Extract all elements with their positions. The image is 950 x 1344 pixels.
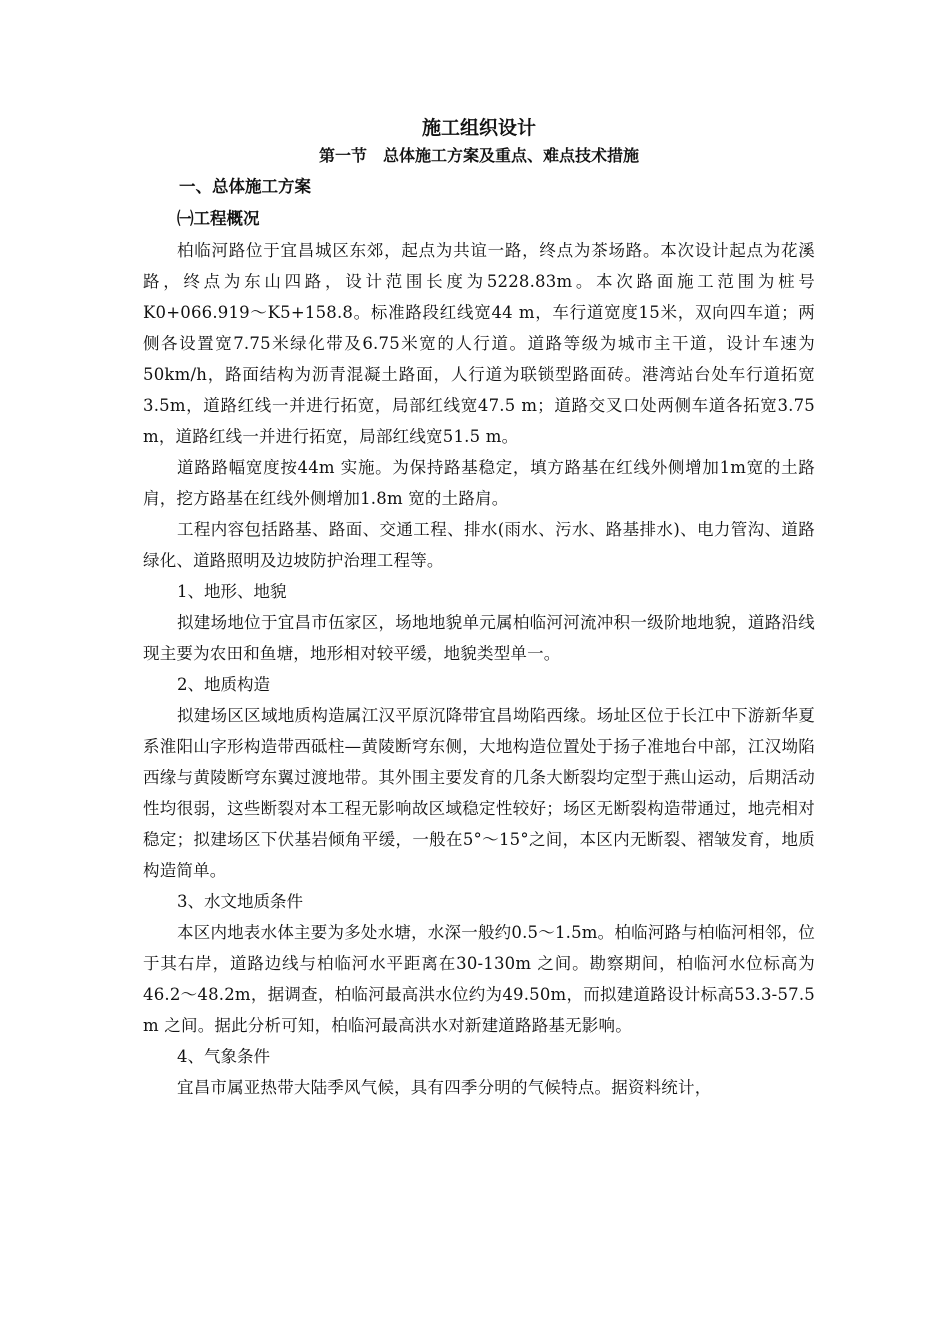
overview-paragraph-2: 道路路幅宽度按44m 实施。为保持路基稳定，填方路基在红线外侧增加1m宽的土路肩，挖方路基在红线外侧增加1.8m 宽的土路肩。 (143, 458, 815, 508)
document-body (143, 113, 815, 1103)
hydrology-paragraph: 本区内地表水体主要为多处水塘，水深一般约0.5～1.5m。柏临河路与柏临河相邻，位于其右岸，道路边线与柏临河水平距离在30-130m 之间。勘察期间，柏临河水位标高为46.2～48.2m，据调查，柏临河最高洪水位约为49.50m，而拟建道路设计标高53.3-57.5 m 之间。据此分析可知，柏临河最高洪水对新建道路路基无影响。 (143, 923, 815, 1035)
geology-heading: 2、地质构造 (177, 675, 270, 694)
climate-heading: 4、气象条件 (177, 1047, 270, 1066)
geology-paragraph: 拟建场区区域地质构造属江汉平原沉降带宜昌坳陷西缘。场址区位于长江中下游新华夏系淮阳山字形构造带西砥柱—黄陵断穹东侧，大地构造位置处于扬子准地台中部，江汉坳陷西缘与黄陵断穹东翼过渡地带。其外围主要发育的几条大断裂均定型于燕山运动，后期活动性均很弱，这些断裂对本工程无影响故区域稳定性较好；场区无断裂构造带通过，地壳相对稳定；拟建场区下伏基岩倾角平缓，一般在5°～15°之间，本区内无断裂、褶皱发育，地质构造简单。 (143, 706, 815, 880)
overview-paragraph-1: 柏临河路位于宜昌城区东郊，起点为共谊一路，终点为茶场路。本次设计起点为花溪路，终点为东山四路，设计范围长度为5228.83m。本次路面施工范围为桩号K0+066.919～K5+158.8。标准路段红线宽44 m，车行道宽度15米，双向四车道；两侧各设置宽7.75米绿化带及6.75米宽的人行道。道路等级为城市主干道，设计车速为50km/h，路面结构为沥青混凝土路面，人行道为联锁型路面砖。港湾站台处车行道拓宽3.5m，道路红线一并进行拓宽，局部红线宽47.5 m；道路交叉口处两侧车道各拓宽3.75 m，道路红线一并进行拓宽，局部红线宽51.5 m。 (143, 241, 815, 446)
overview-paragraph-3: 工程内容包括路基、路面、交通工程、排水(雨水、污水、路基排水)、电力管沟、道路绿化、道路照明及边坡防护治理工程等。 (143, 520, 815, 570)
heading-project-overview: ㈠工程概况 (177, 209, 260, 228)
section-title: 第一节 总体施工方案及重点、难点技术措施 (318, 146, 639, 165)
terrain-paragraph: 拟建场地位于宜昌市伍家区，场地地貌单元属柏临河河流冲积一级阶地地貌，道路沿线现主要为农田和鱼塘，地形相对较平缓，地貌类型单一。 (143, 613, 815, 663)
heading-overall-plan: 一、总体施工方案 (179, 177, 311, 196)
document-title: 施工组织设计 (421, 117, 536, 139)
climate-paragraph: 宜昌市属亚热带大陆季风气候，具有四季分明的气候特点。据资料统计， (177, 1078, 712, 1097)
hydrology-heading: 3、水文地质条件 (177, 892, 303, 911)
terrain-heading: 1、地形、地貌 (177, 582, 287, 601)
